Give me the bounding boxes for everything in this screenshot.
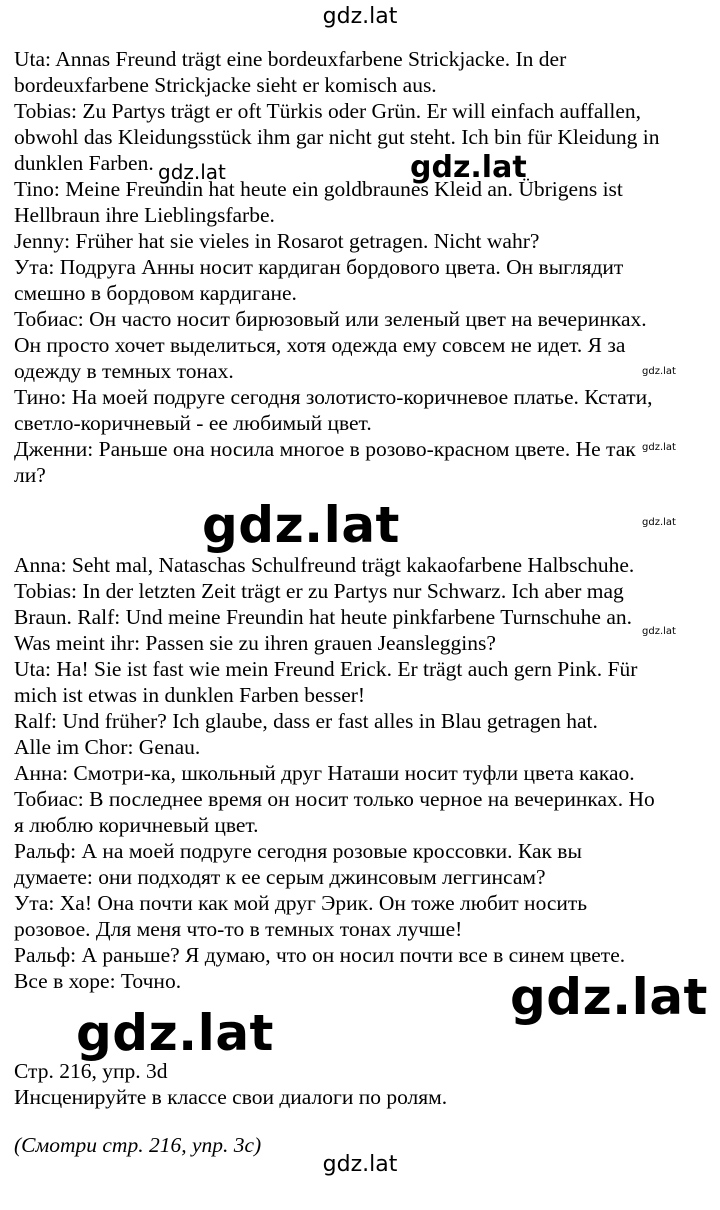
text-line: Тобиас: В последнее время он носит только черное на вечеринках. Но: [14, 787, 655, 811]
text-line: mich ist etwas in dunklen Farben besser!: [14, 683, 366, 707]
text-line: одежду в темных тонах.: [14, 359, 234, 383]
exercise-reference: Стр. 216, упр. 3d: [14, 1059, 168, 1083]
text-line: Uta: Annas Freund trägt eine bordeuxfarbene Strickjacke. In der: [14, 47, 567, 71]
text-line: Uta: Ha! Sie ist fast wie mein Freund Erick. Er trägt auch gern Pink. Für: [14, 657, 638, 681]
text-line: светло-коричневый - ее любимый цвет.: [14, 411, 372, 435]
text-line: Hellbraun ihre Lieblingsfarbe.: [14, 203, 275, 227]
watermark-small: gdz.lat: [642, 366, 676, 377]
watermark-inline-a: gdz.lat: [158, 160, 226, 184]
exercise-note: (Смотри стр. 216, упр. 3с): [14, 1133, 262, 1157]
text-line: Braun. Ralf: Und meine Freundin hat heute pinkfarbene Turnschuhe an.: [14, 605, 632, 629]
watermark-small: gdz.lat: [642, 626, 676, 637]
watermark-big-right: gdz.lat: [510, 968, 708, 1026]
text-line: думаете: они подходят к ее серым джинсовым леггинсам?: [14, 865, 546, 889]
text-line: Ута: Подруга Анны носит кардиган бордового цвета. Он выглядит: [14, 255, 624, 279]
text-line: obwohl das Kleidungsstück ihm gar nicht gut steht. Ich bin für Kleidung in: [14, 125, 660, 149]
watermark-big-left: gdz.lat: [76, 1004, 274, 1062]
text-line: смешно в бордовом кардигане.: [14, 281, 297, 305]
watermark-top: gdz.lat: [322, 4, 398, 29]
text-line: bordeuxfarbene Strickjacke sieht er komisch aus.: [14, 73, 437, 97]
text-line: розовое. Для меня что-то в темных тонах лучше!: [14, 917, 463, 941]
text-line: dunklen Farben.: [14, 151, 154, 175]
text-line: Alle im Chor: Genau.: [14, 735, 201, 759]
text-line: Ralf: Und früher? Ich glaube, dass er fast alles in Blau getragen hat.: [14, 709, 598, 733]
text-line: Дженни: Раньше она носила многое в розово-красном цвете. Не так: [14, 437, 636, 461]
dialogue-block-1: [14, 46, 714, 488]
watermark-big-center: gdz.lat: [202, 496, 400, 554]
dialogue-block-2: [14, 552, 714, 994]
watermark-small: gdz.lat: [642, 517, 676, 528]
text-line: Tobias: Zu Partys trägt er oft Türkis oder Grün. Er will einfach auffallen,: [14, 99, 641, 123]
text-line: ли?: [14, 463, 46, 487]
text-line: Ута: Ха! Она почти как мой друг Эрик. Он тоже любит носить: [14, 891, 588, 915]
text-line: Anna: Seht mal, Nataschas Schulfreund trägt kakaofarbene Halbschuhe.: [14, 553, 635, 577]
text-line: Тобиас: Он часто носит бирюзовый или зеленый цвет на вечеринках.: [14, 307, 647, 331]
watermark-inline-b: gdz.lat: [410, 150, 527, 185]
text-line: Was meint ihr: Passen sie zu ihren grauen Jeansleggins?: [14, 631, 496, 655]
text-line: Ральф: А на моей подруге сегодня розовые кроссовки. Как вы: [14, 839, 582, 863]
text-line: Tino: Meine Freundin hat heute ein goldbraunes Kleid an. Übrigens ist: [14, 177, 623, 201]
text-line: Ральф: А раньше? Я думаю, что он носил почти все в синем цвете.: [14, 943, 626, 967]
exercise-task: Инсценируйте в классе свои диалоги по ролям.: [14, 1085, 448, 1109]
watermark-small: gdz.lat: [642, 442, 676, 453]
text-line: Tobias: In der letzten Zeit trägt er zu Partys nur Schwarz. Ich aber mag: [14, 579, 624, 603]
text-line: Все в хоре: Точно.: [14, 969, 182, 993]
exercise-section: [14, 1058, 714, 1158]
text-line: я люблю коричневый цвет.: [14, 813, 259, 837]
text-line: Jenny: Früher hat sie vieles in Rosarot getragen. Nicht wahr?: [14, 229, 540, 253]
text-line: Он просто хочет выделиться, хотя одежда ему совсем не идет. Я за: [14, 333, 626, 357]
text-line: Анна: Смотри-ка, школьный друг Наташи носит туфли цвета какао.: [14, 761, 635, 785]
watermark-bottom: gdz.lat: [322, 1152, 398, 1177]
text-line: Тино: На моей подруге сегодня золотисто-коричневое платье. Кстати,: [14, 385, 653, 409]
